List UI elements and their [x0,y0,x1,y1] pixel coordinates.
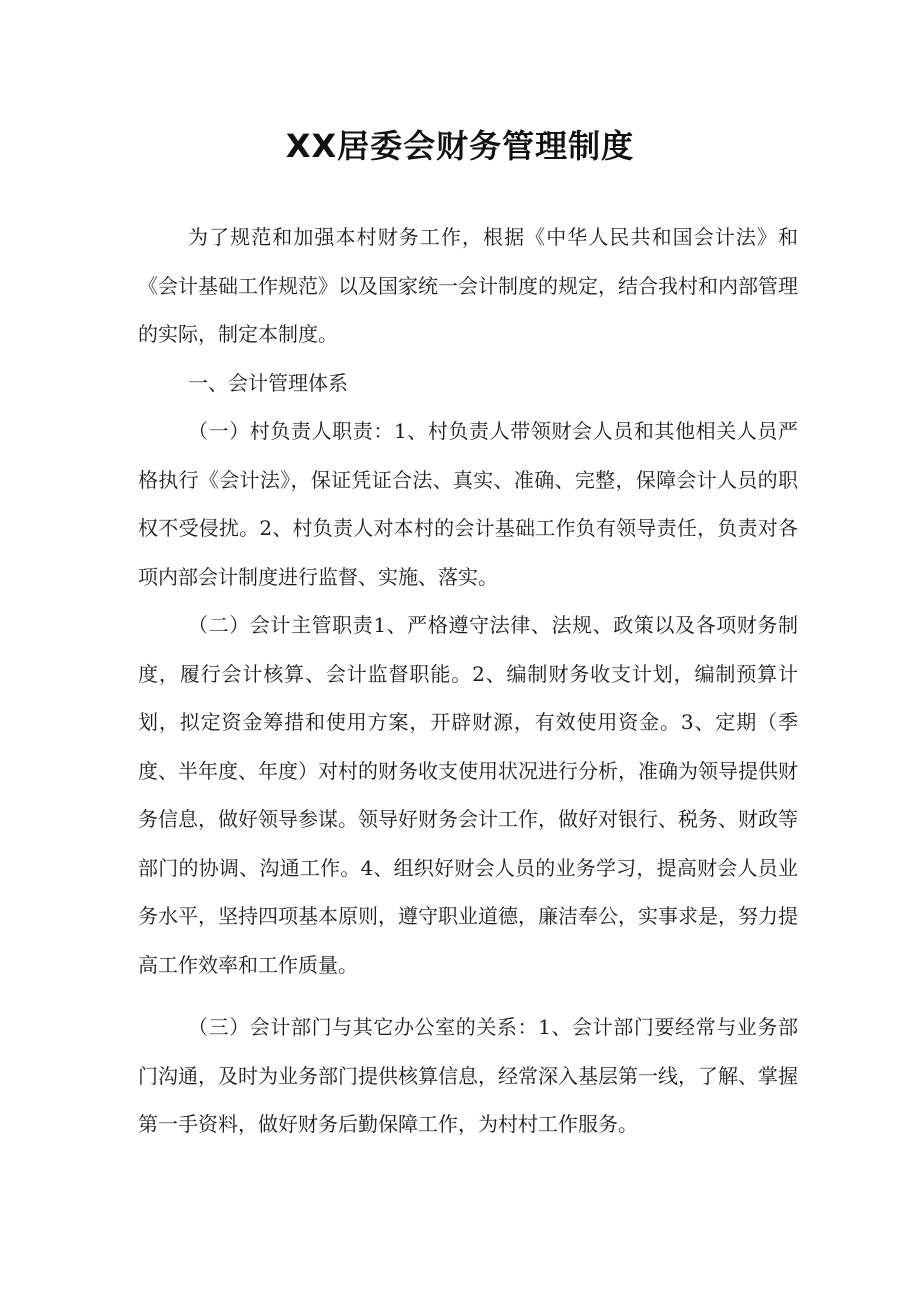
document-body [138,213,798,1149]
paragraph-department-relations: （三）会计部门与其它办公室的关系：1、会计部门要经常与业务部门沟通，及时为业务部门提供核算信息，经常深入基层第一线，了解、掌握第一手资料，做好财务后勤保障工作，为村村工作服务。 [138,1015,798,1136]
section-heading-accounting-system: 一、会计管理体系 [188,370,348,395]
paragraph-intro: 为了规范和加强本村财务工作，根据《中华人民共和国会计法》和《会计基础工作规范》以及国家统一会计制度的规定，结合我村和内部管理的实际，制定本制度。 [138,225,798,346]
paragraph-village-head-duties: （一）村负责人职责：1、村负责人带领财会人员和其他相关人员严格执行《会计法》，保证凭证合法、真实、准确、完整，保障会计人员的职权不受侵扰。2、村负责人对本村的会计基础工作负有领导责任，负责对各项内部会计制度进行监督、实施、落实。 [138,419,798,589]
document-title: XX居委会财务管理制度 [285,127,635,165]
paragraph-accounting-supervisor-duties: （二）会计主管职责1、严格遵守法律、法规、政策以及各项财务制度，履行会计核算、会计监督职能。2、编制财务收支计划，编制预算计划，拟定资金筹措和使用方案，开辟财源，有效使用资金。3、定期（季度、半年度、年度）对村的财务收支使用状况进行分析，准确为领导提供财务信息，做好领导参谋。领导好财务会计工作，做好对银行、税务、财政等部门的协调、沟通工作。4、组织好财会人员的业务学习，提高财会人员业务水平，坚持四项基本原则，遵守职业道德，廉洁奉公，实事求是，努力提高工作效率和工作质量。 [138,613,798,977]
